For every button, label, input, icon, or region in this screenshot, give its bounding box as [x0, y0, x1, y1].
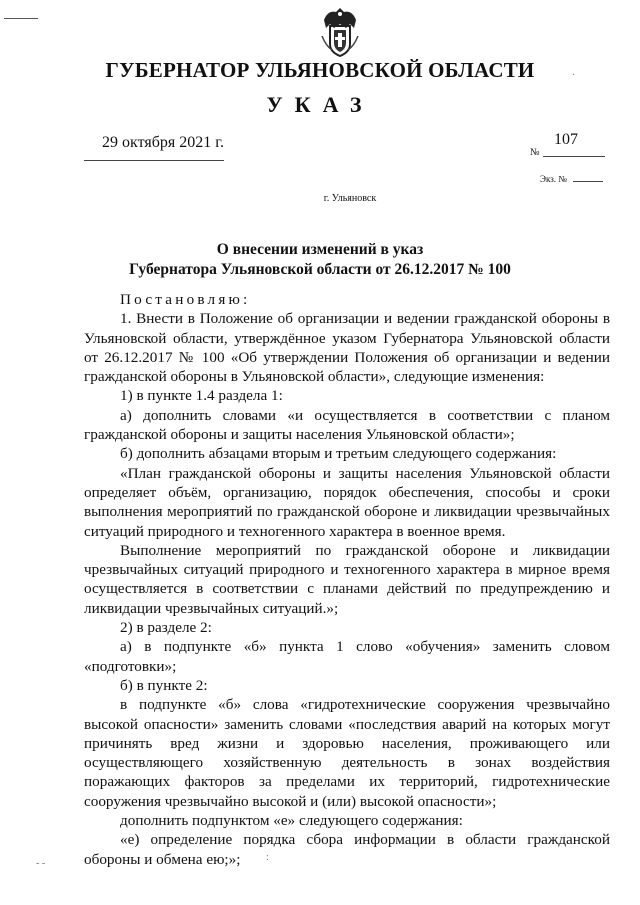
issue-city: г. Ульяновск — [323, 193, 377, 204]
scan-artifact: · — [572, 70, 576, 81]
number-sign: № — [530, 147, 540, 158]
document-type: УКАЗ — [266, 92, 374, 117]
copy-number-label: Экз. № — [540, 174, 567, 184]
paragraph: а) в подпункте «б» пункта 1 слово «обучения» заменить словом «подготовки»; — [84, 638, 610, 675]
paragraph: 1. Внести в Положение об организации и ведении гражданской обороны в Ульяновской области, утверждённое указом Губернатора Ульяновской области от 26.12.2017 № 100 «Об утверждении Положения об организации и ведении гражданской обороны в Ульяновской области», следующие изменения: — [84, 310, 610, 386]
paragraph: а) дополнить словами «и осуществляется в соответствии с планом гражданской обороны и защиты населения Ульяновской области»; — [84, 406, 610, 444]
paragraph: 2) в разделе 2: — [120, 619, 212, 637]
paragraph: в подпункте «б» слова «гидротехнические сооружения чрезвычайно высокой опасности» заменить словами «последствия аварий на которых могут причинять вред жизни и здоровью населения, проживающего или осуществляющего хозяйственную деятельность в зонах воздействия поражающих факторов за пределами их территорий, гидротехнические сооружения чрезвычайно высокой и (или) высокой опасности»; — [84, 696, 610, 810]
paragraph: б) дополнить абзацами вторым и третьим следующего содержания: — [120, 445, 557, 463]
subject-line-2: Губернатора Ульяновской области от 26.12.2017 № 100 — [129, 261, 511, 278]
paragraph: б) в пункте 2: — [120, 676, 208, 694]
scan-artifact: : — [266, 852, 269, 863]
scan-artifact: - - — [36, 858, 46, 869]
date-underline — [84, 160, 224, 161]
paragraph: 1) в пункте 1.4 раздела 1: — [120, 387, 283, 405]
corner-mark — [4, 18, 38, 19]
paragraph: дополнить подпунктом «е» следующего содержания: — [120, 812, 463, 830]
subject-line-1: О внесении изменений в указ — [216, 241, 424, 258]
number-underline — [543, 156, 605, 157]
copy-number-underline — [573, 181, 603, 182]
paragraph-resolve: Постановляю: — [120, 291, 251, 308]
paragraph: «План гражданской обороны и защиты населения Ульяновской области определяет объём, организацию, порядок обеспечения, способы и сроки выполнения мероприятий по гражданской обороне и ликвидации чрезвычайных ситуаций природного и техногенного характера в военное время. — [84, 464, 610, 540]
paragraph: «е) определение порядка сбора информации в области гражданской обороны и обмена ею;»; — [84, 831, 610, 868]
document-date: 29 октября 2021 г. — [102, 134, 224, 151]
coat-of-arms-icon — [316, 6, 364, 58]
document-number: 107 — [554, 131, 578, 148]
authority-title: ГУБЕРНАТОР УЛЬЯНОВСКОЙ ОБЛАСТИ — [105, 58, 535, 82]
document-body — [84, 290, 610, 869]
paragraph: Выполнение мероприятий по гражданской обороне и ликвидации чрезвычайных ситуаций природного и техногенного характера в мирное время осуществляется в соответствии с планами действий по предупреждению и ликвидации чрезвычайных ситуаций.»; — [84, 541, 610, 617]
document-subject — [0, 240, 640, 280]
